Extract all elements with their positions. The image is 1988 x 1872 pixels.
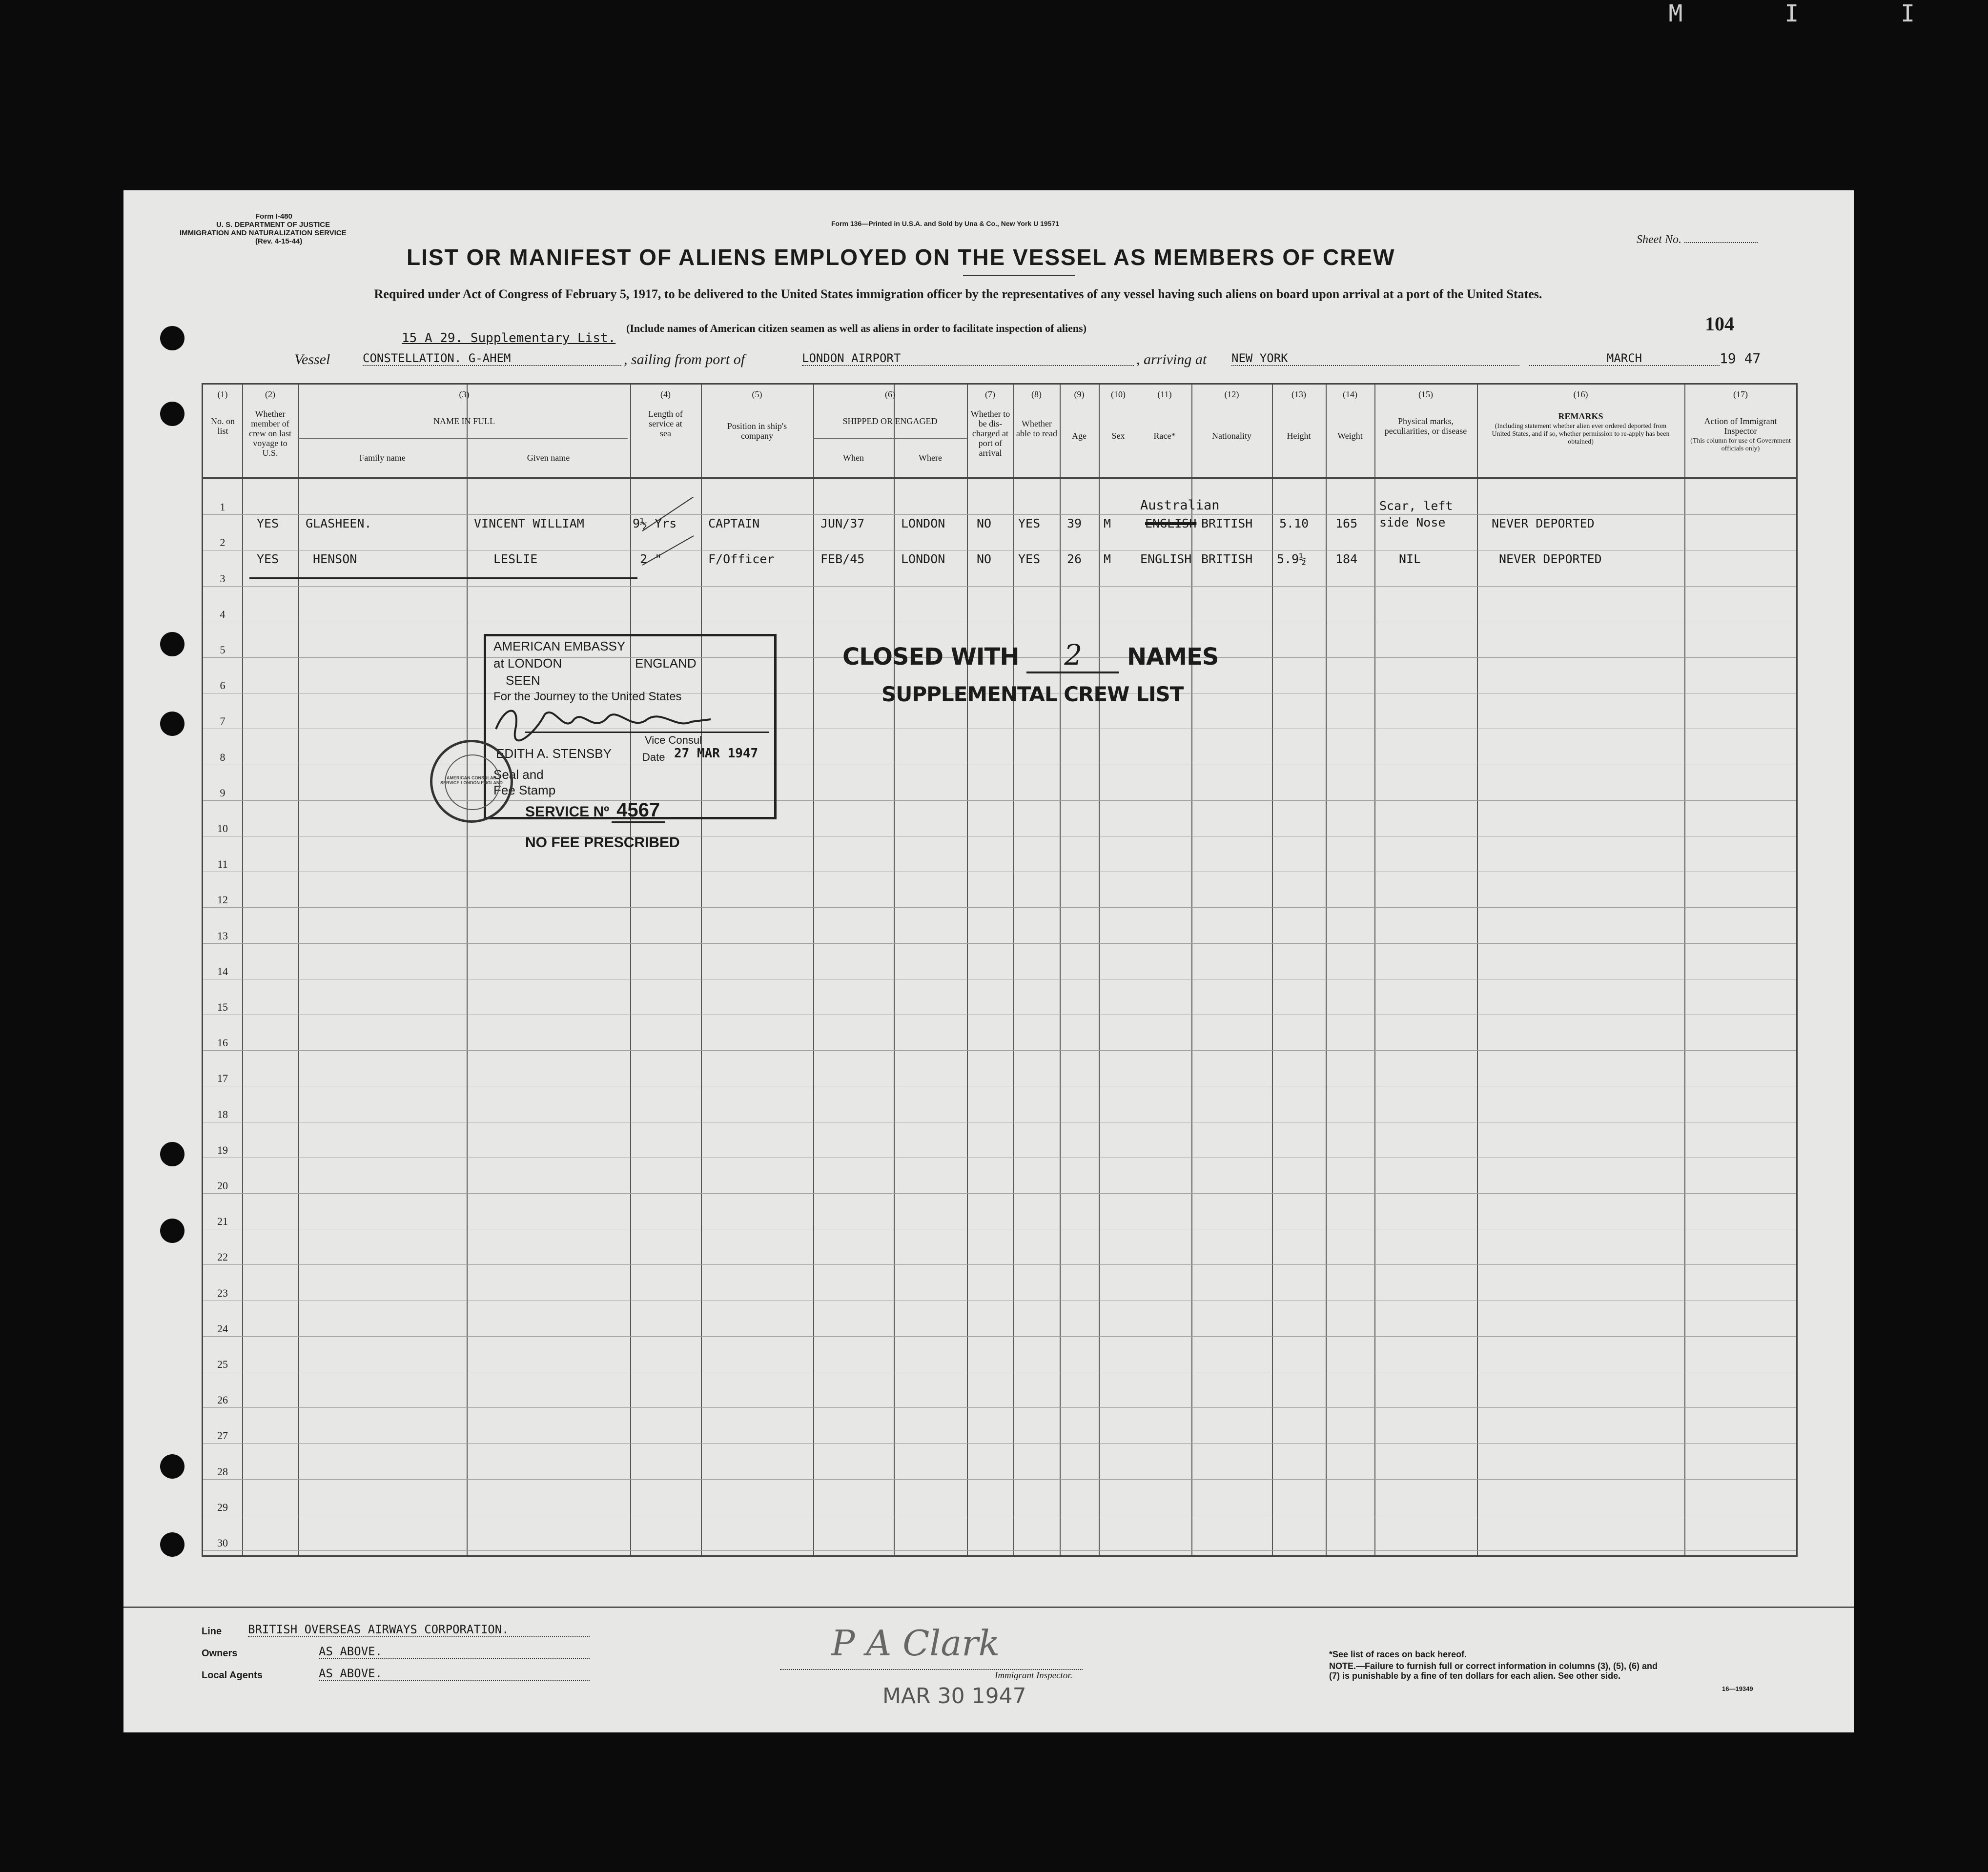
vessel-name: CONSTELLATION. G-AHEM <box>363 351 621 366</box>
table-row <box>203 1479 1796 1480</box>
stamp-journey: For the Journey to the United States <box>493 690 682 703</box>
table-row <box>203 1443 1796 1444</box>
punch-hole <box>160 1142 184 1166</box>
service-number-stamp <box>525 799 665 823</box>
crew-1-nationality: BRITISH <box>1201 516 1253 530</box>
row-number: 5 <box>220 644 225 656</box>
stamp-at-london: at LONDON <box>493 656 562 671</box>
col-remarks: REMARKS <box>1558 411 1603 421</box>
crew-1-marks: Scar, left side Nose <box>1379 499 1453 529</box>
sailing-label: , sailing from port of <box>624 351 745 367</box>
no-fee-prescribed: NO FEE PRESCRIBED <box>525 834 680 851</box>
crew-1-remarks: NEVER DEPORTED <box>1492 516 1595 530</box>
col-num-4: (4) <box>660 389 671 399</box>
stamp-date-label: Date <box>642 751 665 763</box>
revision: (Rev. 4-15-44) <box>255 237 303 245</box>
page-number: 104 <box>1705 313 1734 335</box>
footer-agents-value: AS ABOVE. <box>319 1667 590 1681</box>
crew-1-position: CAPTAIN <box>708 516 760 530</box>
crew-2-discharged: NO <box>977 552 992 566</box>
crew-2-age: 26 <box>1067 552 1082 566</box>
row-number: 15 <box>217 1001 228 1013</box>
punch-hole <box>160 712 184 736</box>
row-number: 9 <box>220 786 225 799</box>
embassy-visa-stamp <box>484 634 777 819</box>
sheet-no-label <box>1637 233 1758 246</box>
footer-agents-label: Local Agents <box>202 1670 263 1681</box>
footer-owners-label: Owners <box>202 1648 238 1659</box>
crew-table <box>202 383 1798 1557</box>
col-num-3: (3) <box>459 389 470 399</box>
sailing-port: LONDON AIRPORT <box>802 351 1134 366</box>
service-number: 4567 <box>612 799 665 823</box>
supplementary-list: 15 A 29. Supplementary List. <box>402 331 616 346</box>
punch-hole <box>160 326 184 350</box>
stamp-sig-line <box>525 732 769 733</box>
footer-divider <box>123 1607 1854 1608</box>
col-where: Where <box>919 453 942 463</box>
crew-2-when: FEB/45 <box>820 552 865 566</box>
row-number: 4 <box>220 608 225 620</box>
closed-count: 2 <box>1026 638 1119 673</box>
table-row <box>203 1336 1796 1337</box>
stamp-fee-stamp: Fee Stamp <box>493 783 556 797</box>
seal-text: AMERICAN CONSULAR SERVICE LONDON ENGLAND <box>440 775 503 785</box>
sheet-no-line <box>1684 242 1758 243</box>
crew-2-weight: 184 <box>1335 552 1358 566</box>
row-number: 6 <box>220 679 225 692</box>
title-underline <box>963 275 1075 276</box>
row-number: 20 <box>217 1180 228 1192</box>
crew-1-family-name: GLASHEEN. <box>306 516 372 530</box>
col-able-to-read: Whether able to read <box>1016 419 1057 438</box>
table-row <box>203 1050 1796 1051</box>
table-row <box>203 907 1796 908</box>
row-number: 24 <box>217 1322 228 1335</box>
row-number: 22 <box>217 1251 228 1263</box>
crew-2-remarks: NEVER DEPORTED <box>1499 552 1602 566</box>
table-row <box>203 1193 1796 1194</box>
col-num-9: (9) <box>1074 389 1085 399</box>
film-frame-marks: M I I <box>1668 0 1959 27</box>
col-num-13: (13) <box>1291 389 1306 399</box>
col-length-service: Length of service at sea <box>648 409 683 438</box>
col-num-2: (2) <box>265 389 275 399</box>
col-when: When <box>843 453 864 463</box>
row-number: 2 <box>220 536 225 549</box>
col-sex: Sex <box>1111 431 1125 441</box>
row-number: 13 <box>217 929 228 942</box>
row-number: 16 <box>217 1037 228 1049</box>
col-remarks-note: (Including statement whether alien ever ordered deported from United States, and if so, whether permission to re-apply has been obtained) <box>1492 423 1670 446</box>
col-num-10: (10) <box>1111 389 1126 399</box>
table-row <box>203 1550 1796 1551</box>
closing-underline <box>249 577 637 579</box>
footer-line-label: Line <box>202 1626 222 1637</box>
row-number: 27 <box>217 1429 228 1442</box>
col-race: Race* <box>1153 431 1176 441</box>
row-number: 3 <box>220 572 225 585</box>
col-inspector-action: Action of Immigrant Inspector <box>1704 416 1777 436</box>
stamp-embassy: AMERICAN EMBASSY <box>493 639 626 653</box>
row-number: 30 <box>217 1537 228 1549</box>
row-number: 11 <box>217 858 228 871</box>
service-slash-marks <box>637 497 701 570</box>
crew-2-nationality: BRITISH <box>1201 552 1253 566</box>
row-number: 29 <box>217 1501 228 1513</box>
row-number: 26 <box>217 1394 228 1406</box>
col-num-11: (11) <box>1157 389 1172 399</box>
form-number: Form I-480 <box>255 212 292 221</box>
crew-1-sex: M <box>1104 516 1111 530</box>
row-number: 18 <box>217 1108 228 1120</box>
crew-1-given-name: VINCENT WILLIAM <box>474 516 584 530</box>
form-title: LIST OR MANIFEST OF ALIENS EMPLOYED ON THE VESSEL AS MEMBERS OF CREW <box>407 244 1395 270</box>
service-label: SERVICE Nº <box>525 804 610 820</box>
row-number: 23 <box>217 1286 228 1299</box>
punch-hole <box>160 632 184 656</box>
crew-1-last-voyage: YES <box>257 516 279 530</box>
fine-note: NOTE.—Failure to furnish full or correct information in columns (3), (5), (6) and (7) is punishable by a fine of ten dollars for each alien. See other side. <box>1329 1661 1658 1681</box>
punch-hole <box>160 1532 184 1557</box>
table-row <box>203 943 1796 944</box>
col-position: Position in ship's company <box>727 421 787 441</box>
stamp-consul-name: EDITH A. STENSBY <box>496 746 612 761</box>
crew-2-service: 2 " <box>640 552 662 566</box>
col-height: Height <box>1287 431 1311 441</box>
closed-with-stamp <box>842 638 1218 673</box>
col-num-5: (5) <box>752 389 762 399</box>
arrival-year: 19 47 <box>1720 350 1761 366</box>
crew-2-sex: M <box>1104 552 1111 566</box>
col-num-15: (15) <box>1418 389 1433 399</box>
col-num-6: (6) <box>885 389 895 399</box>
closed-names-text: NAMES <box>1127 643 1219 671</box>
table-row <box>203 514 1796 515</box>
row-number: 17 <box>217 1072 228 1085</box>
punch-hole <box>160 1454 184 1479</box>
arriving-port: NEW YORK <box>1231 351 1519 366</box>
arrival-month: MARCH <box>1529 351 1720 366</box>
footer-line-value: BRITISH OVERSEAS AIRWAYS CORPORATION. <box>248 1623 590 1637</box>
col-nationality: Nationality <box>1212 431 1251 441</box>
col-name-in-full: NAME IN FULL <box>433 416 495 426</box>
row-number: 28 <box>217 1465 228 1478</box>
stamp-seen: SEEN <box>506 673 540 688</box>
row-number: 7 <box>220 715 225 728</box>
stamp-seal-and: Seal and <box>493 767 544 782</box>
row-number: 12 <box>217 894 228 906</box>
crew-2-marks: NIL <box>1399 552 1421 566</box>
col-num-8: (8) <box>1031 389 1042 399</box>
punch-hole <box>160 1219 184 1243</box>
punch-hole <box>160 402 184 426</box>
races-note: *See list of races on back hereof. <box>1329 1649 1467 1659</box>
closed-with-text: CLOSED WITH <box>842 643 1019 671</box>
col-num-7: (7) <box>985 389 995 399</box>
table-row <box>203 1407 1796 1408</box>
printer-note: Form 136—Printed in U.S.A. and Sold by Una & Co., New York U 19571 <box>831 220 1060 227</box>
manifest-sheet <box>123 190 1854 1732</box>
inspector-signature: P A Clark <box>831 1623 1000 1664</box>
requirement-text: Required under Act of Congress of February 5, 1917, to be delivered to the United States immigration officer by the representatives of any vessel having such aliens on board upon arrival at a port of the United States. <box>374 287 1542 301</box>
include-note: (Include names of American citizen seamen as well as aliens in order to facilitate inspection of aliens) <box>626 322 1087 334</box>
crew-1-read: YES <box>1018 516 1041 530</box>
inspector-date-stamp: MAR 30 1947 <box>882 1684 1026 1709</box>
crew-2-height: 5.9½ <box>1277 552 1307 566</box>
col-discharged: Whether to be dis-charged at port of arrival <box>970 409 1010 458</box>
crew-2-read: YES <box>1018 552 1041 566</box>
col-num-17: (17) <box>1733 389 1748 399</box>
department: U. S. DEPARTMENT OF JUSTICE <box>216 221 330 229</box>
crew-2-last-voyage: YES <box>257 552 279 566</box>
col-num-14: (14) <box>1343 389 1357 399</box>
table-row <box>203 586 1796 587</box>
crew-2-race: ENGLISH <box>1140 552 1192 566</box>
crew-1-age: 39 <box>1067 516 1082 530</box>
col-given-name: Given name <box>527 453 570 463</box>
table-row <box>203 1264 1796 1265</box>
sheet-no-text: Sheet No. <box>1637 233 1681 246</box>
stamp-date: 27 MAR 1947 <box>674 746 758 761</box>
footer-owners-value: AS ABOVE. <box>319 1645 590 1659</box>
col-family-name: Family name <box>359 453 406 463</box>
crew-1-race: ENGLISH <box>1145 516 1197 530</box>
col-weight: Weight <box>1337 431 1363 441</box>
crew-1-height: 5.10 <box>1279 516 1309 530</box>
row-number: 25 <box>217 1358 228 1370</box>
col-last-voyage: Whether member of crew on last voyage to U.S. <box>249 409 291 458</box>
crew-1-discharged: NO <box>977 516 992 530</box>
col-age: Age <box>1072 431 1086 441</box>
row-number: 8 <box>220 751 225 763</box>
col-num-1: (1) <box>217 389 228 399</box>
service-name: IMMIGRATION AND NATURALIZATION SERVICE <box>180 229 347 237</box>
crew-1-when: JUN/37 <box>820 516 865 530</box>
arriving-label: , arriving at <box>1136 351 1207 367</box>
inspector-label: Immigrant Inspector. <box>995 1670 1073 1681</box>
crew-1-service: 9½ Yrs <box>633 516 677 530</box>
supplemental-crew-list-stamp: SUPPLEMENTAL CREW LIST <box>881 682 1184 706</box>
col-physical-marks: Physical marks, peculiarities, or disease <box>1384 416 1467 436</box>
vessel-label: Vessel <box>294 351 330 367</box>
row-number: 19 <box>217 1143 228 1156</box>
col-inspector-note: (This column for use of Government officials only) <box>1690 437 1791 452</box>
inspector-sig-line <box>780 1669 1083 1670</box>
row-number: 1 <box>220 501 225 513</box>
col-num-16: (16) <box>1573 389 1588 399</box>
col-num-12: (12) <box>1224 389 1239 399</box>
form-code: 16—19349 <box>1722 1685 1753 1692</box>
row-number: 14 <box>217 965 228 977</box>
crew-2-where: LONDON <box>901 552 945 566</box>
crew-2-given-name: LESLIE <box>493 552 538 566</box>
row-number: 21 <box>217 1215 228 1228</box>
stamp-vice-consul: Vice Consul <box>645 734 702 746</box>
col-shipped-engaged: SHIPPED OR ENGAGED <box>842 416 938 426</box>
crew-2-family-name: HENSON <box>313 552 357 566</box>
crew-2-position: F/Officer <box>708 552 775 566</box>
crew-1-weight: 165 <box>1335 516 1358 530</box>
crew-1-where: LONDON <box>901 516 945 530</box>
row-number: 10 <box>217 822 228 834</box>
stamp-england: ENGLAND <box>635 656 697 671</box>
consular-seal <box>430 740 513 823</box>
col-no-on-list: No. on list <box>211 416 235 436</box>
crew-1-race-note: Australian <box>1140 498 1220 513</box>
